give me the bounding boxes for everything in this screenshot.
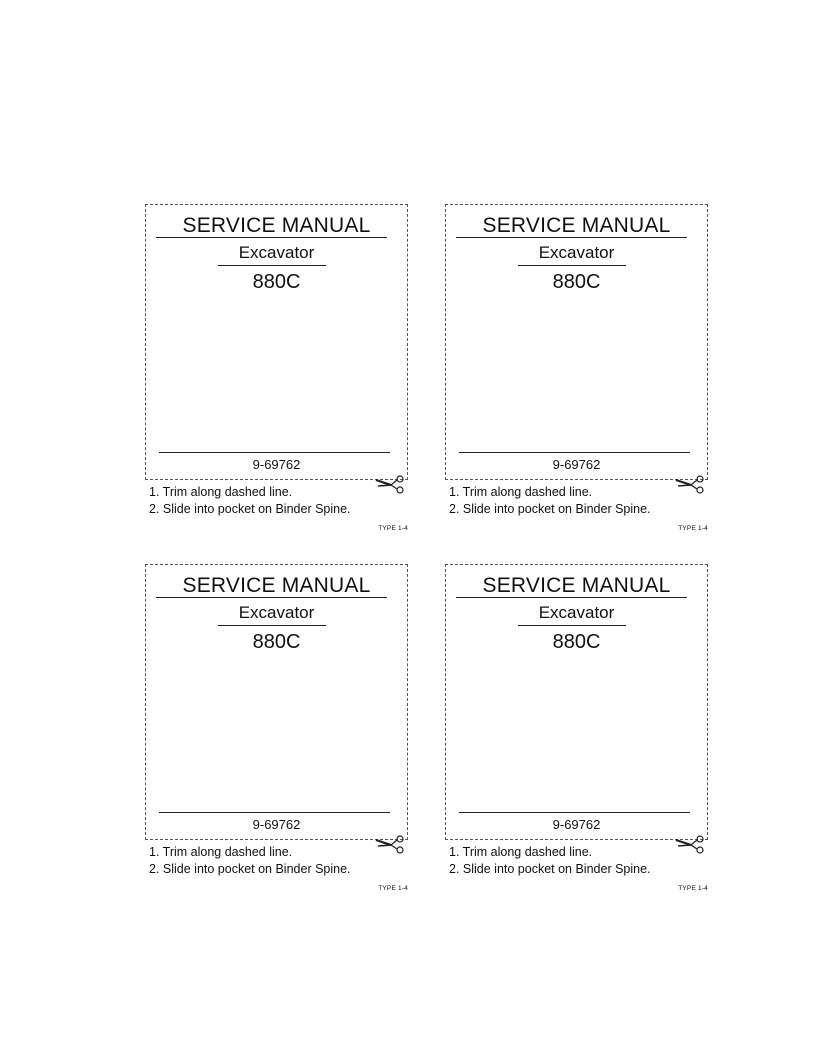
instruction-trim: 1. Trim along dashed line. [449,485,593,499]
card-subtitle: Excavator [538,243,615,262]
card-subtitle: Excavator [538,603,615,622]
part-number: 9-69762 [252,457,301,472]
bottom-rule [459,452,690,453]
model-number: 880C [552,631,601,653]
scissors-icon [675,474,707,496]
title-rule [156,597,387,598]
subtitle-rule [218,265,326,266]
instruction-slide: 2. Slide into pocket on Binder Spine. [149,862,351,876]
bottom-rule [159,452,390,453]
part-number: 9-69762 [552,457,601,472]
card-title: SERVICE MANUAL [182,574,371,597]
title-rule [156,237,387,238]
subtitle-rule [218,625,326,626]
spine-insert [145,204,408,538]
model-number: 880C [552,271,601,293]
title-rule [456,237,687,238]
card-title: SERVICE MANUAL [182,214,371,237]
spine-insert [145,564,408,898]
bottom-rule [459,812,690,813]
card-title: SERVICE MANUAL [482,214,671,237]
type-code: TYPE 1-4 [378,885,408,892]
type-code: TYPE 1-4 [378,525,408,532]
type-code: TYPE 1-4 [678,525,708,532]
spine-card [445,204,708,480]
subtitle-rule [518,625,626,626]
subtitle-rule [518,265,626,266]
scissors-icon [375,474,407,496]
spine-card [145,564,408,840]
instruction-trim: 1. Trim along dashed line. [149,845,293,859]
instruction-slide: 2. Slide into pocket on Binder Spine. [449,502,651,516]
model-number: 880C [252,631,301,653]
part-number: 9-69762 [552,817,601,832]
scissors-icon [675,834,707,856]
spine-insert [445,204,708,538]
type-code: TYPE 1-4 [678,885,708,892]
instruction-trim: 1. Trim along dashed line. [449,845,593,859]
card-title: SERVICE MANUAL [482,574,671,597]
instruction-slide: 2. Slide into pocket on Binder Spine. [149,502,351,516]
card-subtitle: Excavator [238,243,315,262]
scissors-icon [375,834,407,856]
spine-card [445,564,708,840]
title-rule [456,597,687,598]
instruction-slide: 2. Slide into pocket on Binder Spine. [449,862,651,876]
spine-card [145,204,408,480]
model-number: 880C [252,271,301,293]
bottom-rule [159,812,390,813]
card-subtitle: Excavator [238,603,315,622]
part-number: 9-69762 [252,817,301,832]
instruction-trim: 1. Trim along dashed line. [149,485,293,499]
spine-insert [445,564,708,898]
